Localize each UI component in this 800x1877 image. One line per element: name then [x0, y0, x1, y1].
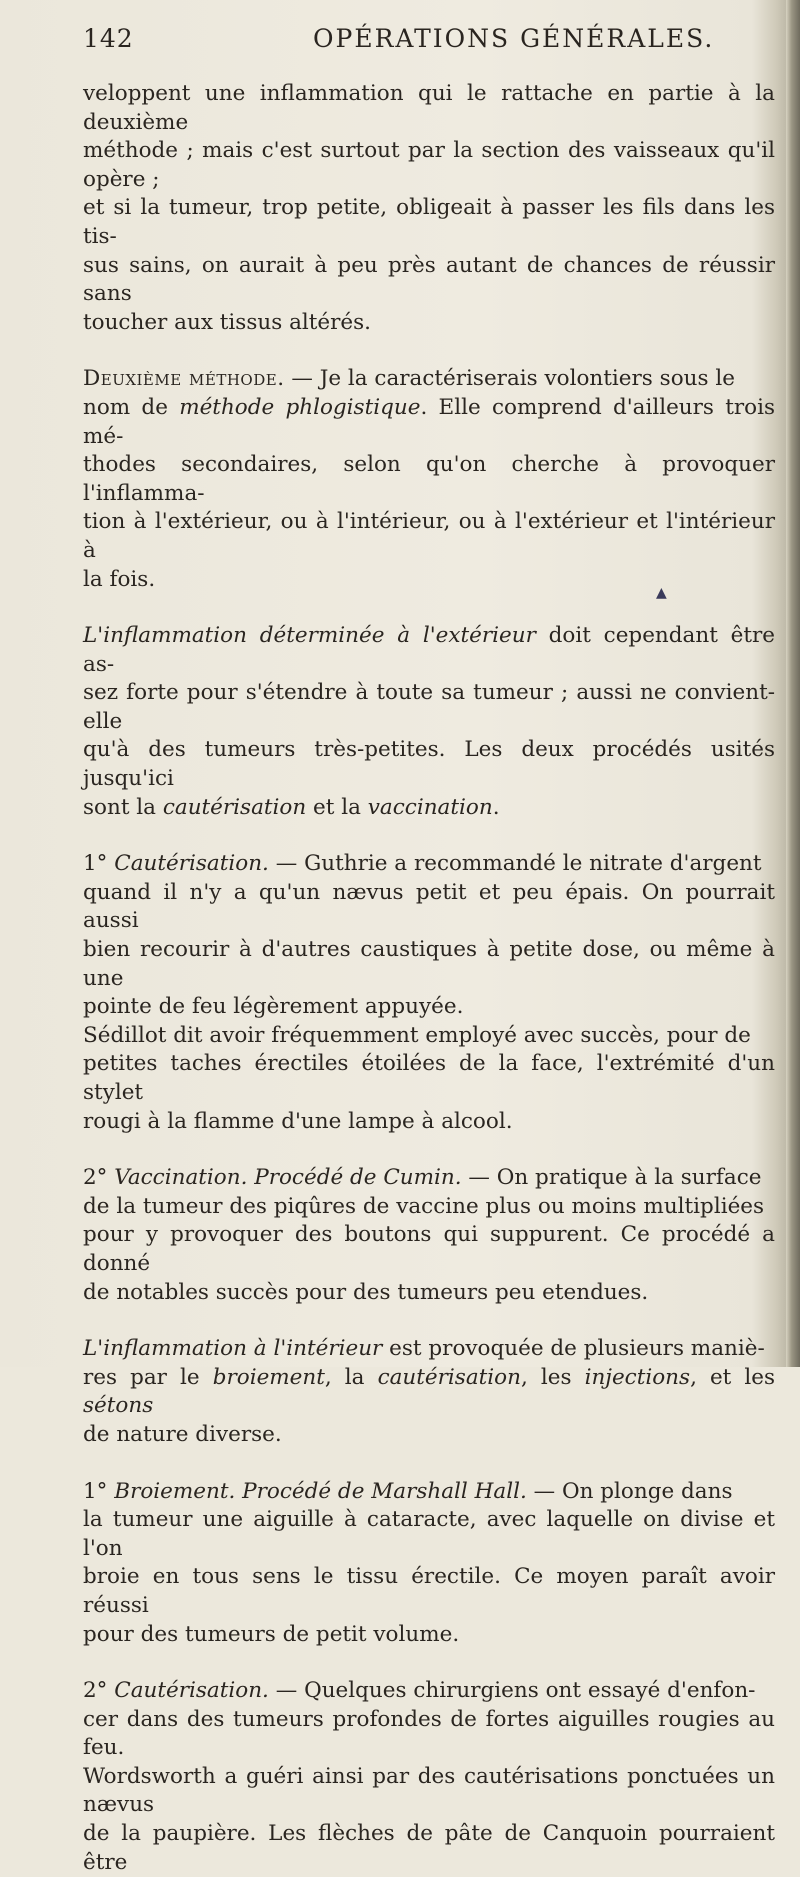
ink-mark: ▲	[656, 585, 667, 601]
paragraph-6	[83, 1335, 775, 1449]
paragraph-7	[83, 1478, 775, 1650]
paragraph-2	[83, 365, 775, 594]
text-line: L'inflammation à l'intérieur est provoquée de plusieurs maniè-	[83, 1336, 765, 1362]
body-text	[83, 80, 775, 1877]
paragraph-4	[83, 850, 775, 1136]
paragraph-3	[83, 622, 775, 822]
running-head: OPÉRATIONS GÉNÉRALES.	[313, 24, 715, 53]
text-line: la tumeur une aiguille à cataracte, avec laquelle on divise et l'on	[83, 1507, 775, 1561]
text-line: 2° Vaccination. Procédé de Cumin. — On pratique à la surface	[83, 1165, 762, 1191]
text-line: de la tumeur des piqûres de vaccine plus ou moins multipliées	[83, 1193, 765, 1219]
text-line: rougi à la flamme d'une lampe à alcool.	[83, 1108, 513, 1134]
page-number: 142	[83, 24, 134, 53]
text-line: sus sains, on aurait à peu près autant de chances de réussir sans	[83, 252, 775, 307]
text-line: la fois.	[83, 566, 156, 592]
text-line: 1° Cautérisation. — Guthrie a recommandé le nitrate d'argent	[83, 851, 762, 877]
paragraph-1	[83, 80, 775, 337]
text-line: Wordsworth a guéri ainsi par des cautérisations ponctuées un nævus	[83, 1763, 775, 1818]
text-line: veloppent une inflammation qui le rattache en partie à la deuxième	[83, 81, 775, 135]
paragraph-5	[83, 1164, 775, 1307]
text-line: pour y provoquer des boutons qui suppurent. Ce procédé a donné	[83, 1222, 775, 1276]
text-line: broie en tous sens le tissu érectile. Ce moyen paraît avoir réussi	[83, 1564, 775, 1618]
text-line: tion à l'extérieur, ou à l'intérieur, ou à l'extérieur et l'intérieur à	[83, 509, 775, 563]
text-line: Deuxième méthode. — Je la caractériserais volontiers sous le	[83, 366, 735, 392]
text-line: petites taches érectiles étoilées de la face, l'extrémité d'un stylet	[83, 1051, 775, 1105]
text-line: toucher aux tissus altérés.	[83, 309, 372, 335]
text-line: cer dans des tumeurs profondes de fortes aiguilles rougies au feu.	[83, 1706, 775, 1761]
text-line: sez forte pour s'étendre à toute sa tumeur ; aussi ne convient-elle	[83, 680, 775, 734]
text-line: sont la cautérisation et la vaccination.	[83, 794, 500, 820]
text-line: de nature diverse.	[83, 1421, 282, 1447]
text-line: nom de méthode phlogistique. Elle comprend d'ailleurs trois mé-	[83, 394, 775, 449]
text-line: de notables succès pour des tumeurs peu etendues.	[83, 1279, 649, 1305]
text-line: 2° Cautérisation. — Quelques chirurgiens ont essayé d'enfon-	[83, 1678, 756, 1704]
text-line: pointe de feu légèrement appuyée.	[83, 994, 464, 1020]
section-lead: Deuxième méthode.	[83, 366, 285, 392]
paragraph-8	[83, 1677, 775, 1877]
text-line: et si la tumeur, trop petite, obligeait à passer les fils dans les tis-	[83, 195, 775, 249]
text-line: Sédillot dit avoir fréquemment employé avec succès, pour de	[83, 1022, 751, 1048]
page-header	[83, 20, 783, 60]
text-line: de la paupière. Les flèches de pâte de Canquoin pourraient être	[83, 1821, 775, 1875]
text-line: L'inflammation déterminée à l'extérieur doit cependant être as-	[83, 623, 775, 677]
text-line: qu'à des tumeurs très-petites. Les deux procédés usités jusqu'ici	[83, 737, 775, 792]
text-line: méthode ; mais c'est surtout par la section des vaisseaux qu'il opère ;	[83, 138, 775, 192]
page-edge-shadow	[786, 0, 800, 1367]
text-line: pour des tumeurs de petit volume.	[83, 1621, 460, 1647]
text-line: bien recourir à d'autres caustiques à petite dose, ou même à une	[83, 937, 775, 991]
text-line: quand il n'y a qu'un nævus petit et peu épais. On pourrait aussi	[83, 879, 775, 934]
text-line: res par le broiement, la cautérisation, les injections, et les sétons	[83, 1364, 776, 1419]
text-line: thodes secondaires, selon qu'on cherche à provoquer l'inflamma-	[83, 452, 775, 506]
text-line: 1° Broiement. Procédé de Marshall Hall. — On plonge dans	[83, 1478, 733, 1504]
